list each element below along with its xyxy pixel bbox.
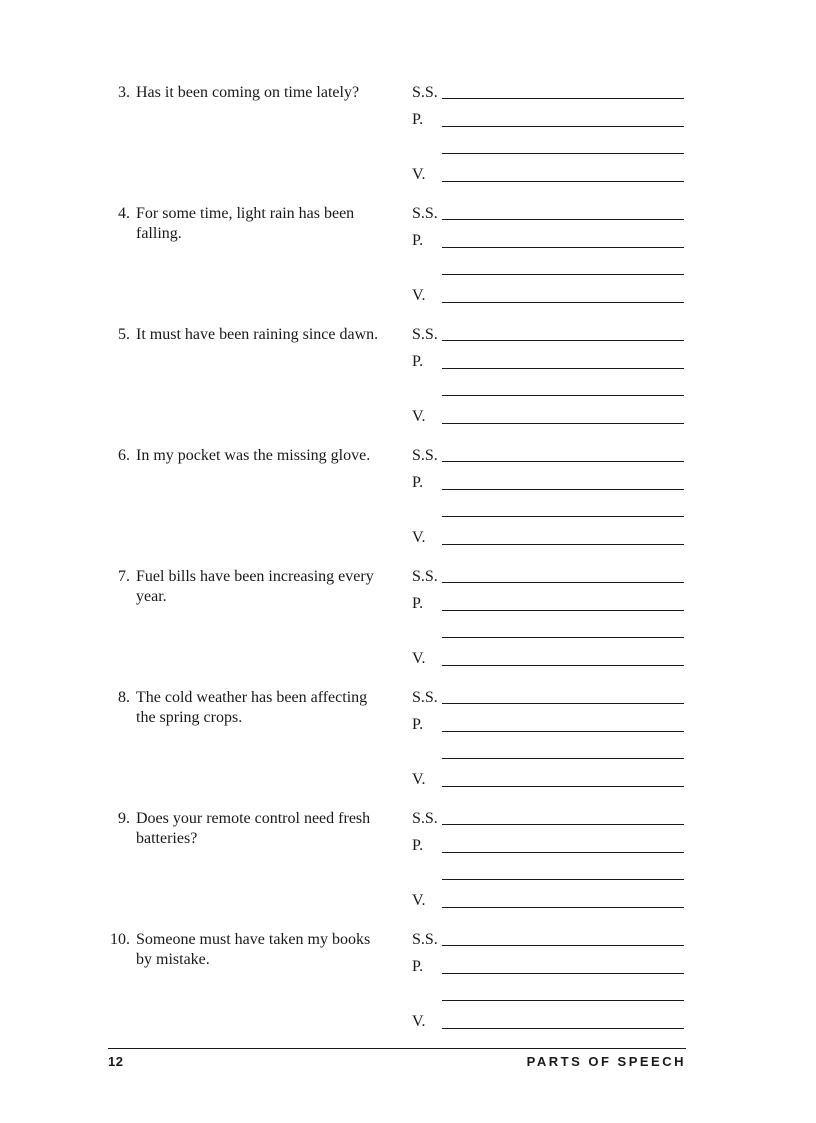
question-item: [0, 567, 816, 688]
question-text: Has it been coming on time lately?: [136, 84, 360, 101]
simple-subject-answer-line[interactable]: [442, 340, 684, 341]
verb-label: V.: [412, 892, 426, 909]
simple-subject-label: S.S.: [412, 326, 438, 343]
simple-subject-label: S.S.: [412, 84, 438, 101]
simple-subject-answer-line[interactable]: [442, 824, 684, 825]
question-number: 6.: [118, 447, 130, 464]
question-number: 5.: [118, 326, 130, 343]
predicate-answer-line-2[interactable]: [442, 637, 684, 638]
verb-label: V.: [412, 408, 426, 425]
predicate-answer-line-2[interactable]: [442, 1000, 684, 1001]
predicate-label: P.: [412, 111, 424, 128]
question-number: 9.: [118, 810, 130, 827]
predicate-answer-line-2[interactable]: [442, 758, 684, 759]
verb-answer-line[interactable]: [442, 181, 684, 182]
predicate-label: P.: [412, 958, 424, 975]
question-number: 3.: [118, 84, 130, 101]
predicate-answer-line-2[interactable]: [442, 879, 684, 880]
footer-divider: [108, 1048, 686, 1049]
predicate-label: P.: [412, 837, 424, 854]
verb-label: V.: [412, 166, 426, 183]
question-text: The cold weather has been affecting the spring crops.: [136, 689, 368, 726]
simple-subject-answer-line[interactable]: [442, 582, 684, 583]
question-item: [0, 446, 816, 567]
question-number: 10.: [110, 931, 130, 948]
predicate-label: P.: [412, 595, 424, 612]
question-text: Fuel bills have been increasing every year.: [136, 568, 374, 605]
simple-subject-answer-line[interactable]: [442, 945, 684, 946]
question-text: Does your remote control need fresh batteries?: [136, 810, 371, 847]
question-item: [0, 325, 816, 446]
predicate-answer-line-2[interactable]: [442, 274, 684, 275]
verb-answer-line[interactable]: [442, 423, 684, 424]
question-number: 8.: [118, 689, 130, 706]
page-number: 12: [108, 1054, 124, 1069]
question-item: [0, 809, 816, 930]
simple-subject-answer-line[interactable]: [442, 98, 684, 99]
predicate-label: P.: [412, 232, 424, 249]
question-item: [0, 930, 816, 1051]
predicate-answer-line-2[interactable]: [442, 516, 684, 517]
predicate-label: P.: [412, 716, 424, 733]
simple-subject-label: S.S.: [412, 931, 438, 948]
predicate-answer-line[interactable]: [442, 368, 684, 369]
simple-subject-label: S.S.: [412, 810, 438, 827]
predicate-answer-line-2[interactable]: [442, 395, 684, 396]
predicate-label: P.: [412, 353, 424, 370]
verb-label: V.: [412, 529, 426, 546]
question-text: For some time, light rain has been falling.: [136, 205, 355, 242]
question-number: 4.: [118, 205, 130, 222]
predicate-answer-line[interactable]: [442, 247, 684, 248]
simple-subject-answer-line[interactable]: [442, 461, 684, 462]
question-text: Someone must have taken my books by mistake.: [136, 931, 371, 968]
verb-answer-line[interactable]: [442, 1028, 684, 1029]
predicate-answer-line[interactable]: [442, 126, 684, 127]
verb-label: V.: [412, 1013, 426, 1030]
predicate-answer-line[interactable]: [442, 973, 684, 974]
verb-label: V.: [412, 287, 426, 304]
verb-label: V.: [412, 771, 426, 788]
question-item: [0, 688, 816, 809]
simple-subject-label: S.S.: [412, 568, 438, 585]
predicate-answer-line[interactable]: [442, 731, 684, 732]
question-text: It must have been raining since dawn.: [136, 326, 379, 343]
verb-answer-line[interactable]: [442, 302, 684, 303]
simple-subject-answer-line[interactable]: [442, 703, 684, 704]
question-number: 7.: [118, 568, 130, 585]
predicate-answer-line[interactable]: [442, 489, 684, 490]
verb-label: V.: [412, 650, 426, 667]
predicate-answer-line[interactable]: [442, 610, 684, 611]
predicate-label: P.: [412, 474, 424, 491]
predicate-answer-line-2[interactable]: [442, 153, 684, 154]
question-item: [0, 204, 816, 325]
verb-answer-line[interactable]: [442, 907, 684, 908]
predicate-answer-line[interactable]: [442, 852, 684, 853]
simple-subject-answer-line[interactable]: [442, 219, 684, 220]
verb-answer-line[interactable]: [442, 544, 684, 545]
section-title: PARTS OF SPEECH: [526, 1054, 686, 1069]
simple-subject-label: S.S.: [412, 205, 438, 222]
question-item: [0, 83, 816, 204]
verb-answer-line[interactable]: [442, 665, 684, 666]
verb-answer-line[interactable]: [442, 786, 684, 787]
simple-subject-label: S.S.: [412, 689, 438, 706]
question-text: In my pocket was the missing glove.: [136, 447, 371, 464]
simple-subject-label: S.S.: [412, 447, 438, 464]
